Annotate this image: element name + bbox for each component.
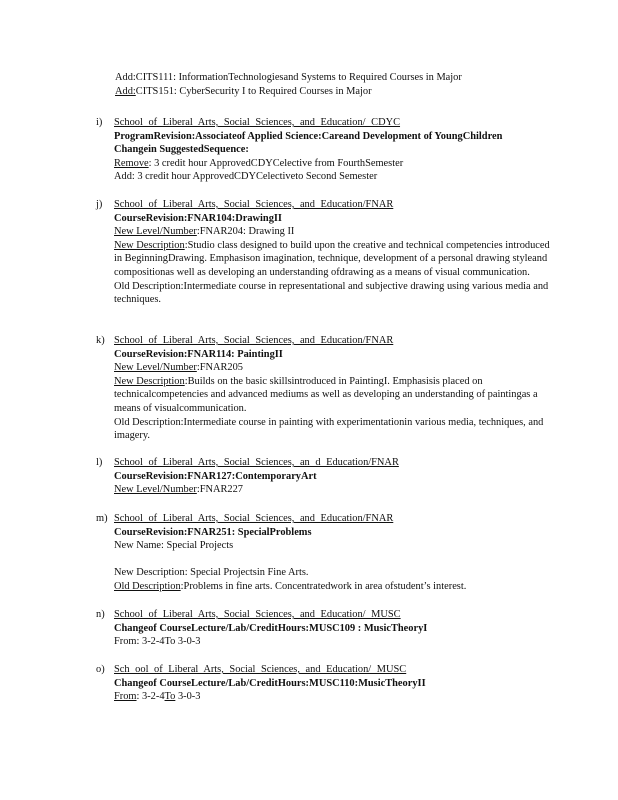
remove-line	[114, 157, 556, 171]
new-level-line	[114, 483, 556, 497]
intro-line-2	[115, 85, 555, 99]
new-level-text: :FNAR204: Drawing II	[196, 226, 295, 238]
new-description	[114, 375, 556, 416]
new-description: New Description: Special Projectsin Fine Arts.	[114, 567, 309, 579]
section-n	[96, 608, 556, 649]
new-name-line: New Name: Special Projects	[114, 540, 234, 552]
spacer	[114, 553, 556, 567]
new-description-text: :Builds on the basic skillsintroduced in PaintingI. Emphasisis placed on technicalcompetencies and advanced mediums as well as developing an understanding of paintingas a means of visualcommunication.	[114, 375, 538, 414]
to-text: 3-0-3	[175, 691, 201, 703]
change-hours-title: Changeof CourseLecture/Lab/CreditHours:MUSC110:MusicTheoryII	[114, 677, 426, 689]
school-heading: Sch ool of Liberal Arts, Social Sciences, and Education/ MUSC	[114, 664, 407, 675]
section-marker: i)	[96, 117, 103, 128]
new-level-line	[114, 225, 556, 239]
new-level-text: :FNAR205	[196, 362, 244, 374]
new-level-label: New Level/Number	[114, 484, 197, 496]
school-heading: School of Liberal Arts, Social Sciences, and Education/ CDYC	[114, 117, 401, 128]
section-marker: l)	[96, 457, 103, 468]
program-revision-title: ProgramRevision:Associateof Applied Science:Careand Development of YoungChildren	[114, 130, 503, 142]
section-marker: j)	[96, 199, 103, 210]
section-k	[96, 334, 556, 443]
school-heading: School of Liberal Arts, Social Sciences, an d Education/FNAR	[114, 457, 399, 468]
old-description-text: :Problems in fine arts. Concentratedwork in area ofstudent’s interest.	[180, 580, 467, 592]
new-description-label: New Description	[114, 375, 185, 387]
section-marker: n)	[96, 609, 105, 620]
school-heading: School of Liberal Arts, Social Sciences, and Education/ MUSC	[114, 609, 401, 620]
school-heading: School of Liberal Arts, Social Sciences, and Education/FNAR	[114, 199, 394, 210]
old-description-label: Old Description	[114, 580, 181, 592]
school-heading: School of Liberal Arts, Social Sciences, and Education/FNAR	[114, 513, 394, 524]
from-text: : 3-2-4	[136, 691, 165, 703]
course-revision-title: CourseRevision:FNAR251: SpecialProblems	[114, 526, 312, 538]
old-description: Old Description:Intermediate course in representational and subjective drawing using various media and techniques.	[114, 280, 549, 306]
new-description-text: :Studio class designed to build upon the creative and technical competencies introduced in BeginningDrawing. Emphasison imagination, technique, development of a personal drawing styleand compositionas well as developing an understanding ofdrawing as a means of visual communication.	[114, 239, 550, 278]
new-level-line	[114, 361, 556, 375]
from-label: From	[114, 691, 137, 703]
course-revision-title: CourseRevision:FNAR114: PaintingII	[114, 348, 283, 360]
new-description-label: New Description	[114, 239, 185, 251]
school-heading: School of Liberal Arts, Social Sciences, and Education/FNAR	[114, 335, 394, 346]
add-line: Add: 3 credit hour ApprovedCDYCelectiveto Second Semester	[114, 171, 378, 183]
course-revision-title: CourseRevision:FNAR104:DrawingII	[114, 212, 282, 224]
section-marker: m)	[96, 513, 108, 524]
section-l	[96, 456, 556, 497]
old-description	[114, 580, 556, 594]
course-revision-title: CourseRevision:FNAR127:ContemporaryArt	[114, 470, 317, 482]
new-description	[114, 239, 556, 280]
remove-label: Remove	[114, 157, 149, 169]
intro-line-1: Add:CITS111: InformationTechnologiesand Systems to Required Courses in Major	[115, 72, 462, 83]
section-j	[96, 198, 556, 307]
new-level-text: :FNAR227	[196, 484, 244, 496]
section-o	[96, 663, 556, 704]
add-label: Add:	[115, 85, 136, 97]
intro-block	[115, 71, 555, 98]
new-level-label: New Level/Number	[114, 362, 197, 374]
section-m	[96, 512, 556, 594]
section-i	[96, 116, 556, 184]
from-to-line	[114, 690, 556, 704]
change-hours-title: Changeof CourseLecture/Lab/CreditHours:MUSC109 : MusicTheoryI	[114, 622, 428, 634]
remove-text: : 3 credit hour ApprovedCDYCelective from FourthSemester	[148, 157, 404, 169]
section-marker: k)	[96, 335, 105, 346]
from-to-line: From: 3-2-4To 3-0-3	[114, 636, 201, 648]
change-sequence-title: Changein SuggestedSequence:	[114, 144, 249, 156]
to-label: To	[164, 691, 176, 703]
section-marker: o)	[96, 664, 105, 675]
old-description: Old Description:Intermediate course in painting with experimentationin various media, techniques, and imagery.	[114, 416, 544, 442]
new-level-label: New Level/Number	[114, 226, 197, 238]
add-text: CITS151: CyberSecurity I to Required Courses in Major	[135, 85, 372, 97]
